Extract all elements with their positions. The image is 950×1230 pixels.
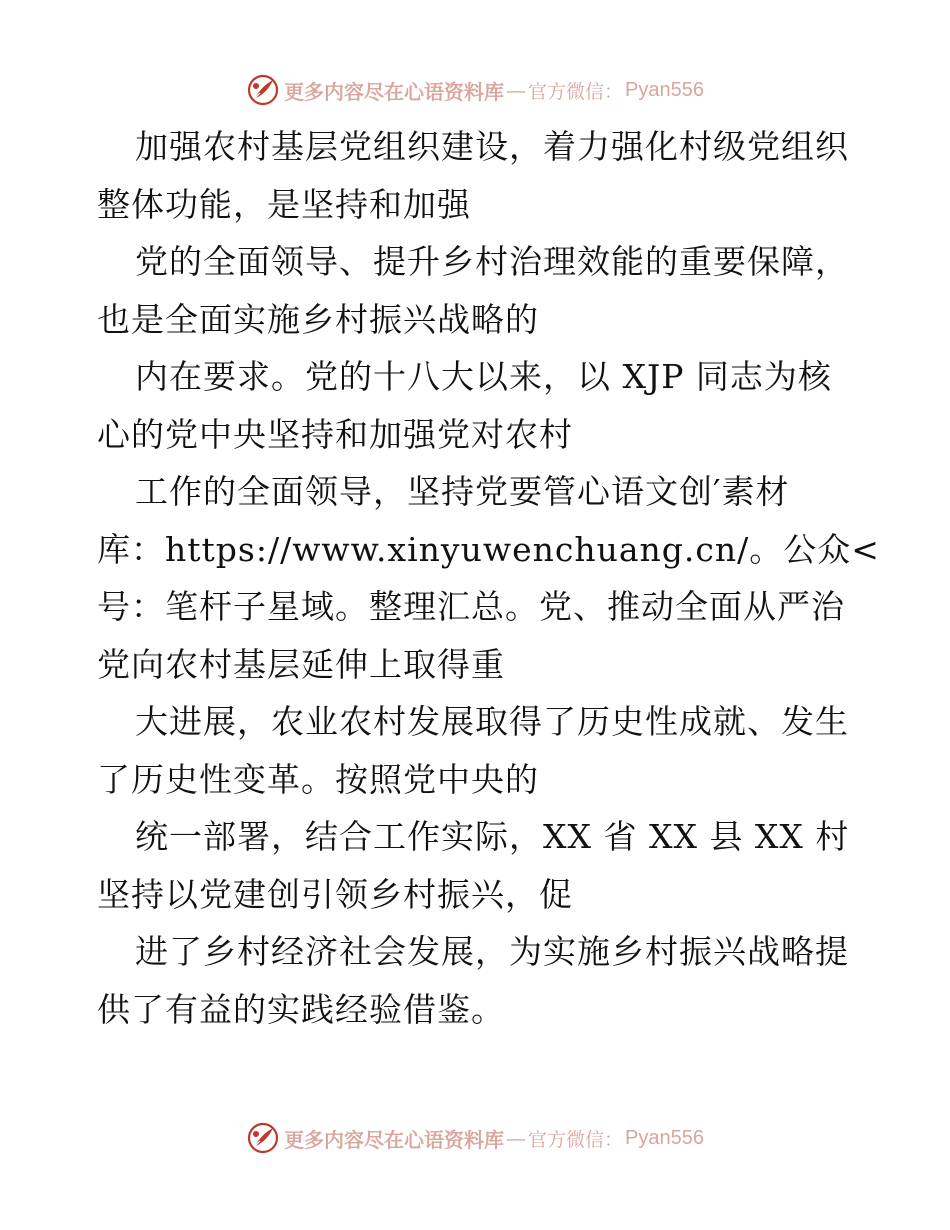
banner-wechat-id: Pyan556 bbox=[625, 1126, 704, 1149]
banner-wechat-id: Pyan556 bbox=[625, 78, 704, 101]
text-line: 大进展，农业农村发展取得了历史性成就、发生 bbox=[135, 702, 849, 741]
text-line: 党的全面领导、提升乡村治理效能的重要保障， bbox=[135, 242, 849, 281]
text-line: 库：https://www.xinyuwenchuang.cn/。公众< bbox=[97, 529, 880, 569]
text-line: 统一部署，结合工作实际，XX 省 XX 县 XX 村 bbox=[135, 817, 850, 856]
text-line: 内在要求。党的十八大以来，以 XJP 同志为核 bbox=[135, 357, 832, 396]
banner-wechat-label: 官方微信： bbox=[528, 80, 624, 103]
footer-banner bbox=[0, 1118, 950, 1158]
quill-logo-icon bbox=[246, 1121, 280, 1155]
banner-title: 更多内容尽在心语资料库 bbox=[284, 79, 504, 104]
banner-dash: — bbox=[506, 78, 526, 102]
banner-dash: — bbox=[506, 1126, 526, 1150]
text-line: 工作的全面领导，坚持党要管心语文创′素材 bbox=[135, 472, 790, 511]
header-banner bbox=[0, 70, 950, 110]
quill-logo-icon bbox=[246, 73, 280, 107]
text-line: 整体功能，是坚持和加强 bbox=[97, 184, 471, 224]
banner-wechat-label: 官方微信： bbox=[528, 1128, 624, 1151]
text-line: 心的党中央坚持和加强党对农村 bbox=[97, 414, 573, 454]
text-line: 也是全面实施乡村振兴战略的 bbox=[97, 299, 539, 339]
text-line: 供了有益的实践经验借鉴。 bbox=[97, 989, 505, 1029]
text-line: 加强农村基层党组织建设，着力强化村级党组织 bbox=[135, 127, 849, 166]
text-line: 号：笔杆子星域。整理汇总。党、推动全面从严治 bbox=[97, 587, 845, 626]
banner-title: 更多内容尽在心语资料库 bbox=[284, 1127, 504, 1152]
text-line: 了历史性变革。按照党中央的 bbox=[97, 759, 539, 799]
text-line: 坚持以党建创引领乡村振兴，促 bbox=[97, 874, 573, 914]
document-body bbox=[97, 118, 880, 1038]
text-line: 党向农村基层延伸上取得重 bbox=[97, 644, 505, 684]
text-line: 进了乡村经济社会发展，为实施乡村振兴战略提 bbox=[135, 932, 849, 971]
